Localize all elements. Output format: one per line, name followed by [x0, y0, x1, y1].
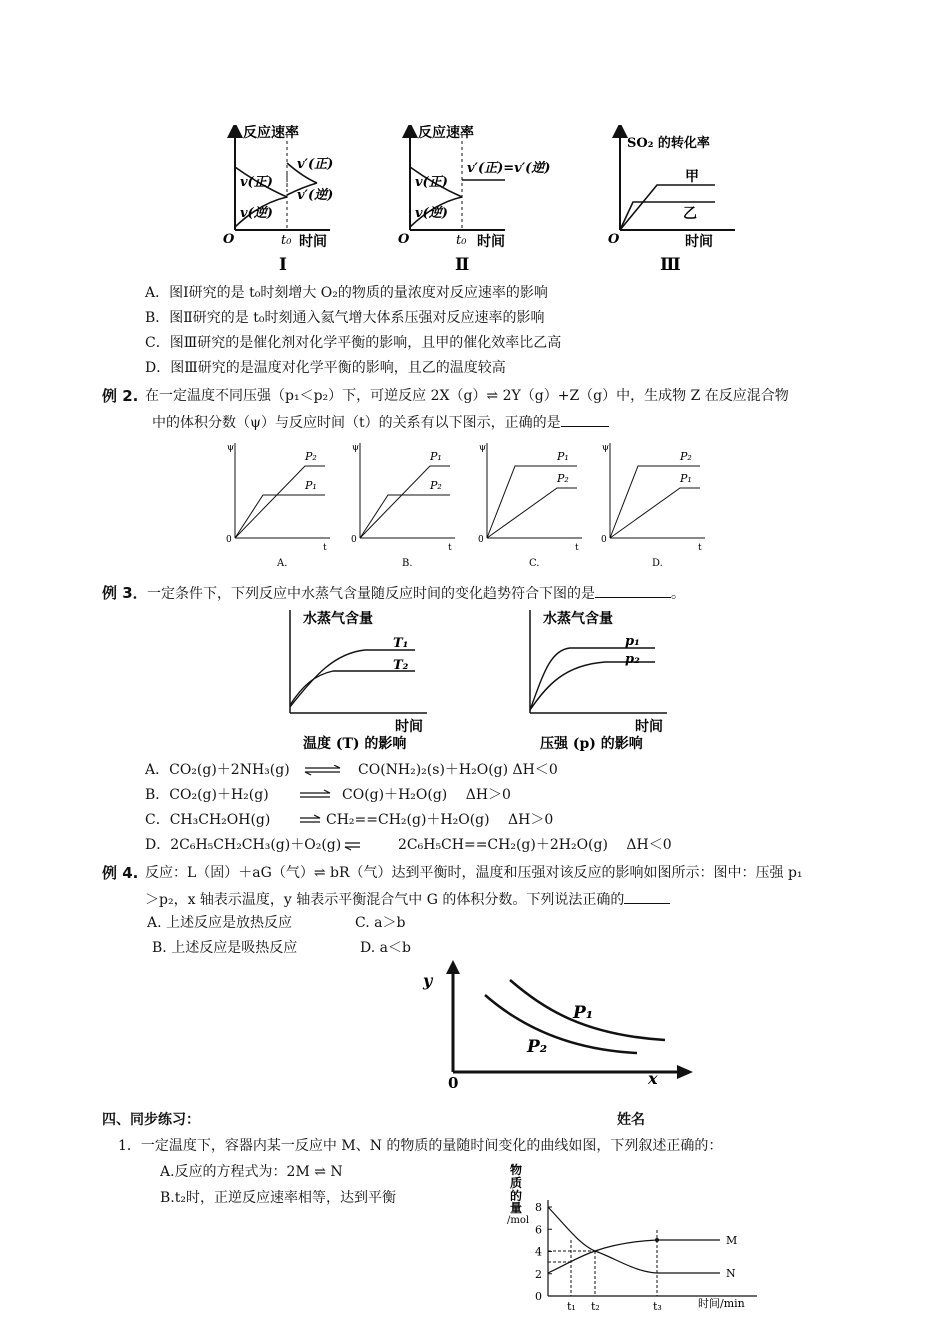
ex3-right-chart: [530, 610, 667, 752]
ex3-left-xlabel: 时间: [395, 719, 423, 735]
ex3-option-b-left: B．CO₂(g)＋H₂(g): [145, 787, 269, 803]
ex2-chart-x-label: t: [323, 543, 327, 553]
fig2-vn: v(逆): [415, 206, 448, 221]
rate-figures: [215, 125, 735, 280]
q1-xtick-t1: t₁: [567, 1300, 576, 1313]
ex2-chart-option-label: D.: [652, 558, 663, 569]
q1-ytick: 0: [535, 1290, 542, 1303]
ex2-chart-x-label: t: [448, 543, 452, 553]
ex4-label: 例 4.: [102, 864, 139, 882]
ex2-chart-label-top: P₂: [305, 450, 317, 463]
ex3-left-caption: 温度 (T) 的影响: [303, 736, 407, 752]
ex2-chart-option-label: B.: [402, 558, 413, 569]
ex2-chart-line-bottom: [487, 488, 577, 538]
ex2-chart-line-top: [235, 466, 325, 538]
ex3-right-bottom: p₂: [625, 652, 640, 667]
q1-ytick: 8: [535, 1201, 542, 1214]
q1-option-a: A.反应的方程式为：2M ⇌ N: [160, 1164, 343, 1180]
ex1-option-b: B．图Ⅱ研究的是 t₀时刻通入氦气增大体系压强对反应速率的影响: [145, 310, 545, 326]
ex2-chart-y-label: ψ: [479, 443, 487, 453]
ex2-chart-origin: 0: [601, 535, 607, 545]
fig2-vz: v(正): [415, 175, 448, 190]
fig3-yi: 乙: [683, 206, 697, 222]
ex3-right-top: p₁: [625, 634, 640, 649]
ex2-chart-label-bottom: P₁: [680, 472, 692, 485]
ex3-option-c-left: C．CH₃CH₂OH(g): [145, 812, 271, 828]
fig2-time: 时间: [477, 234, 505, 250]
ex2-chart-label-bottom: P₂: [557, 472, 569, 485]
answer-blank[interactable]: [595, 583, 671, 598]
ex4-option-b: B. 上述反应是吸热反应: [152, 940, 298, 956]
q1-ylabel-5: /mol: [507, 1215, 530, 1226]
q1-line1: 1．一定温度下，容器内某一反应中 M、N 的物质的量随时间变化的曲线如图，下列叙述正确的：: [118, 1138, 723, 1154]
ex3-left-bottom: T₂: [393, 658, 409, 673]
ex2-chart-option-label: A.: [277, 558, 288, 569]
ex2-chart-line-bottom: [610, 488, 700, 538]
fig2-ylabel: 反应速率: [418, 125, 474, 141]
ex2-chart-label-top: P₂: [680, 450, 692, 463]
ex3-charts: [285, 605, 685, 755]
fig1-vz2: v′(正): [297, 157, 334, 172]
fig1-t0: t₀: [281, 233, 292, 248]
fig1-numeral: Ⅰ: [279, 255, 287, 275]
q1-ytick: 2: [535, 1267, 542, 1281]
fig1-vn: v(逆): [240, 206, 273, 221]
equilibrium-arrows: [300, 765, 360, 860]
q1-ytick: 4: [535, 1245, 542, 1259]
fig3-jia: 甲: [685, 169, 699, 185]
ex1-option-d: D．图Ⅲ研究的是温度对化学平衡的影响，且乙的温度较高: [145, 360, 506, 376]
ex2-chart-y-label: ψ: [602, 443, 610, 453]
ex3-label: 例 3．: [102, 584, 148, 602]
fig3-numeral: Ⅲ: [660, 255, 681, 275]
q1-xtick-t3: t₃: [653, 1300, 662, 1313]
ex3-right-xlabel: 时间: [635, 719, 663, 735]
q1-option-b: B.t₂时，正逆反应速率相等，达到平衡: [160, 1190, 396, 1206]
ex4-line1: 反应：L（固）＋aG（气）⇌ bR（气）达到平衡时，温度和压强对该反应的影响如图所示：图中：压强 p₁: [145, 865, 803, 881]
ex3-option-a-left: A．CO₂(g)＋2NH₃(g): [145, 762, 290, 778]
ex2-chart-x-label: t: [575, 543, 579, 553]
ex2-chart-origin: 0: [351, 535, 357, 545]
ex2-chart-option-label: C.: [529, 558, 540, 569]
ex2-chart-label-top: P₁: [557, 450, 569, 463]
ex4-option-d: D. a＜b: [360, 940, 411, 956]
ex2-chart-label-top: P₁: [430, 450, 442, 463]
fig2-numeral: Ⅱ: [455, 255, 470, 275]
ex2-charts: [225, 438, 725, 573]
ex2-line1: 在一定温度不同压强（p₁＜p₂）下，可逆反应 2X（g）⇌ 2Y（g）+Z（g）中，生成物 Z 在反应混合物: [145, 388, 789, 404]
ex2-chart-label-bottom: P₁: [305, 479, 317, 492]
ex2-chart-label-bottom: P₂: [430, 479, 442, 492]
ex4-y-label: y: [423, 971, 433, 990]
section-title: 四、同步练习：: [102, 1112, 200, 1128]
figure-2: [398, 125, 550, 275]
q1-ylabel-4: 量: [510, 1201, 523, 1215]
name-label: 姓名: [617, 1112, 645, 1128]
answer-blank[interactable]: [624, 889, 670, 904]
ex4-option-c: C. a＞b: [355, 915, 406, 931]
ex3-option-a-right: CO(NH₂)₂(s)＋H₂O(g) ΔH＜0: [358, 762, 558, 778]
fig1-time: 时间: [299, 234, 327, 250]
fig1-vn2: v′(逆): [297, 188, 334, 203]
ex4-line2: ＞p₂，x 轴表示温度，y 轴表示平衡混合气中 G 的体积分数。下列说法正确的: [145, 889, 670, 910]
ex2-chart-line-top: [360, 466, 450, 538]
fig3-origin: O: [608, 232, 620, 247]
ex1-option-a: A．图Ⅰ研究的是 t₀时刻增大 O₂的物质的量浓度对反应速率的影响: [145, 285, 548, 301]
ex4-chart: [415, 960, 700, 1090]
ex2-chart-y-label: ψ: [227, 443, 235, 453]
ex2-chart-origin: 0: [478, 535, 484, 545]
fig2-origin: O: [398, 232, 410, 247]
q1-xtick-t2: t₂: [591, 1300, 600, 1313]
fig2-veq: v′(正)=v′(逆): [467, 161, 551, 176]
ex2-chart-x-label: t: [698, 543, 702, 553]
q1-chart: [505, 1160, 775, 1315]
answer-blank[interactable]: [561, 412, 609, 427]
q1-ytick: 6: [535, 1223, 542, 1237]
fig3-time: 时间: [685, 234, 713, 250]
ex2-chart-line-bottom: [235, 495, 325, 538]
q1-xlabel: 时间/min: [698, 1297, 745, 1310]
ex4-p2: P₂: [527, 1037, 548, 1057]
ex3-right-caption: 压强 (p) 的影响: [540, 736, 643, 752]
ex3-option-d-left: D．2C₆H₅CH₂CH₃(g)＋O₂(g): [145, 837, 342, 853]
ex2-label: 例 2.: [102, 387, 139, 405]
ex3-left-top: T₁: [393, 636, 409, 651]
ex3-text: 一定条件下，下列反应中水蒸气含量随反应时间的变化趋势符合下图的是 。: [147, 583, 685, 604]
ex3-option-c-right: CH₂==CH₂(g)＋H₂O(g) ΔH＞0: [326, 812, 554, 828]
ex4-origin: 0: [448, 1074, 459, 1090]
figure-1: [223, 125, 333, 275]
fig1-ylabel: 反应速率: [243, 125, 299, 141]
ex2-chart-y-label: ψ: [352, 443, 360, 453]
ex2-chart-origin: 0: [226, 535, 232, 545]
q1-ylabel-1: 物: [510, 1163, 523, 1177]
fig1-origin: O: [223, 232, 235, 247]
fig2-t0: t₀: [456, 233, 467, 248]
ex4-option-a: A. 上述反应是放热反应: [147, 915, 293, 931]
q1-ylabel-3: 的: [510, 1189, 523, 1203]
q1-ylabel-2: 质: [510, 1176, 523, 1190]
ex3-left-chart: [290, 610, 427, 752]
ex2-line2: 中的体积分数（ψ）与反应时间（t）的关系有以下图示，正确的是: [152, 412, 609, 433]
ex3-right-ylabel: 水蒸气含量: [543, 611, 613, 627]
q1-m-label: M: [726, 1234, 738, 1247]
ex3-option-d-right: 2C₆H₅CH==CH₂(g)＋2H₂O(g) ΔH＜0: [398, 837, 672, 853]
ex3-option-b-right: CO(g)＋H₂O(g) ΔH＞0: [342, 787, 511, 803]
fig3-ylabel: SO₂ 的转化率: [627, 136, 710, 151]
ex2-chart-line-bottom: [360, 495, 450, 538]
ex4-x-label: x: [648, 1069, 658, 1088]
fig1-vz: v(正): [240, 175, 273, 190]
ex1-option-c: C．图Ⅲ研究的是催化剂对化学平衡的影响，且甲的催化效率比乙高: [145, 335, 562, 351]
figure-3: [608, 130, 735, 275]
ex3-left-ylabel: 水蒸气含量: [303, 611, 373, 627]
q1-n-label: N: [726, 1267, 736, 1280]
ex4-p1: P₁: [573, 1003, 594, 1023]
